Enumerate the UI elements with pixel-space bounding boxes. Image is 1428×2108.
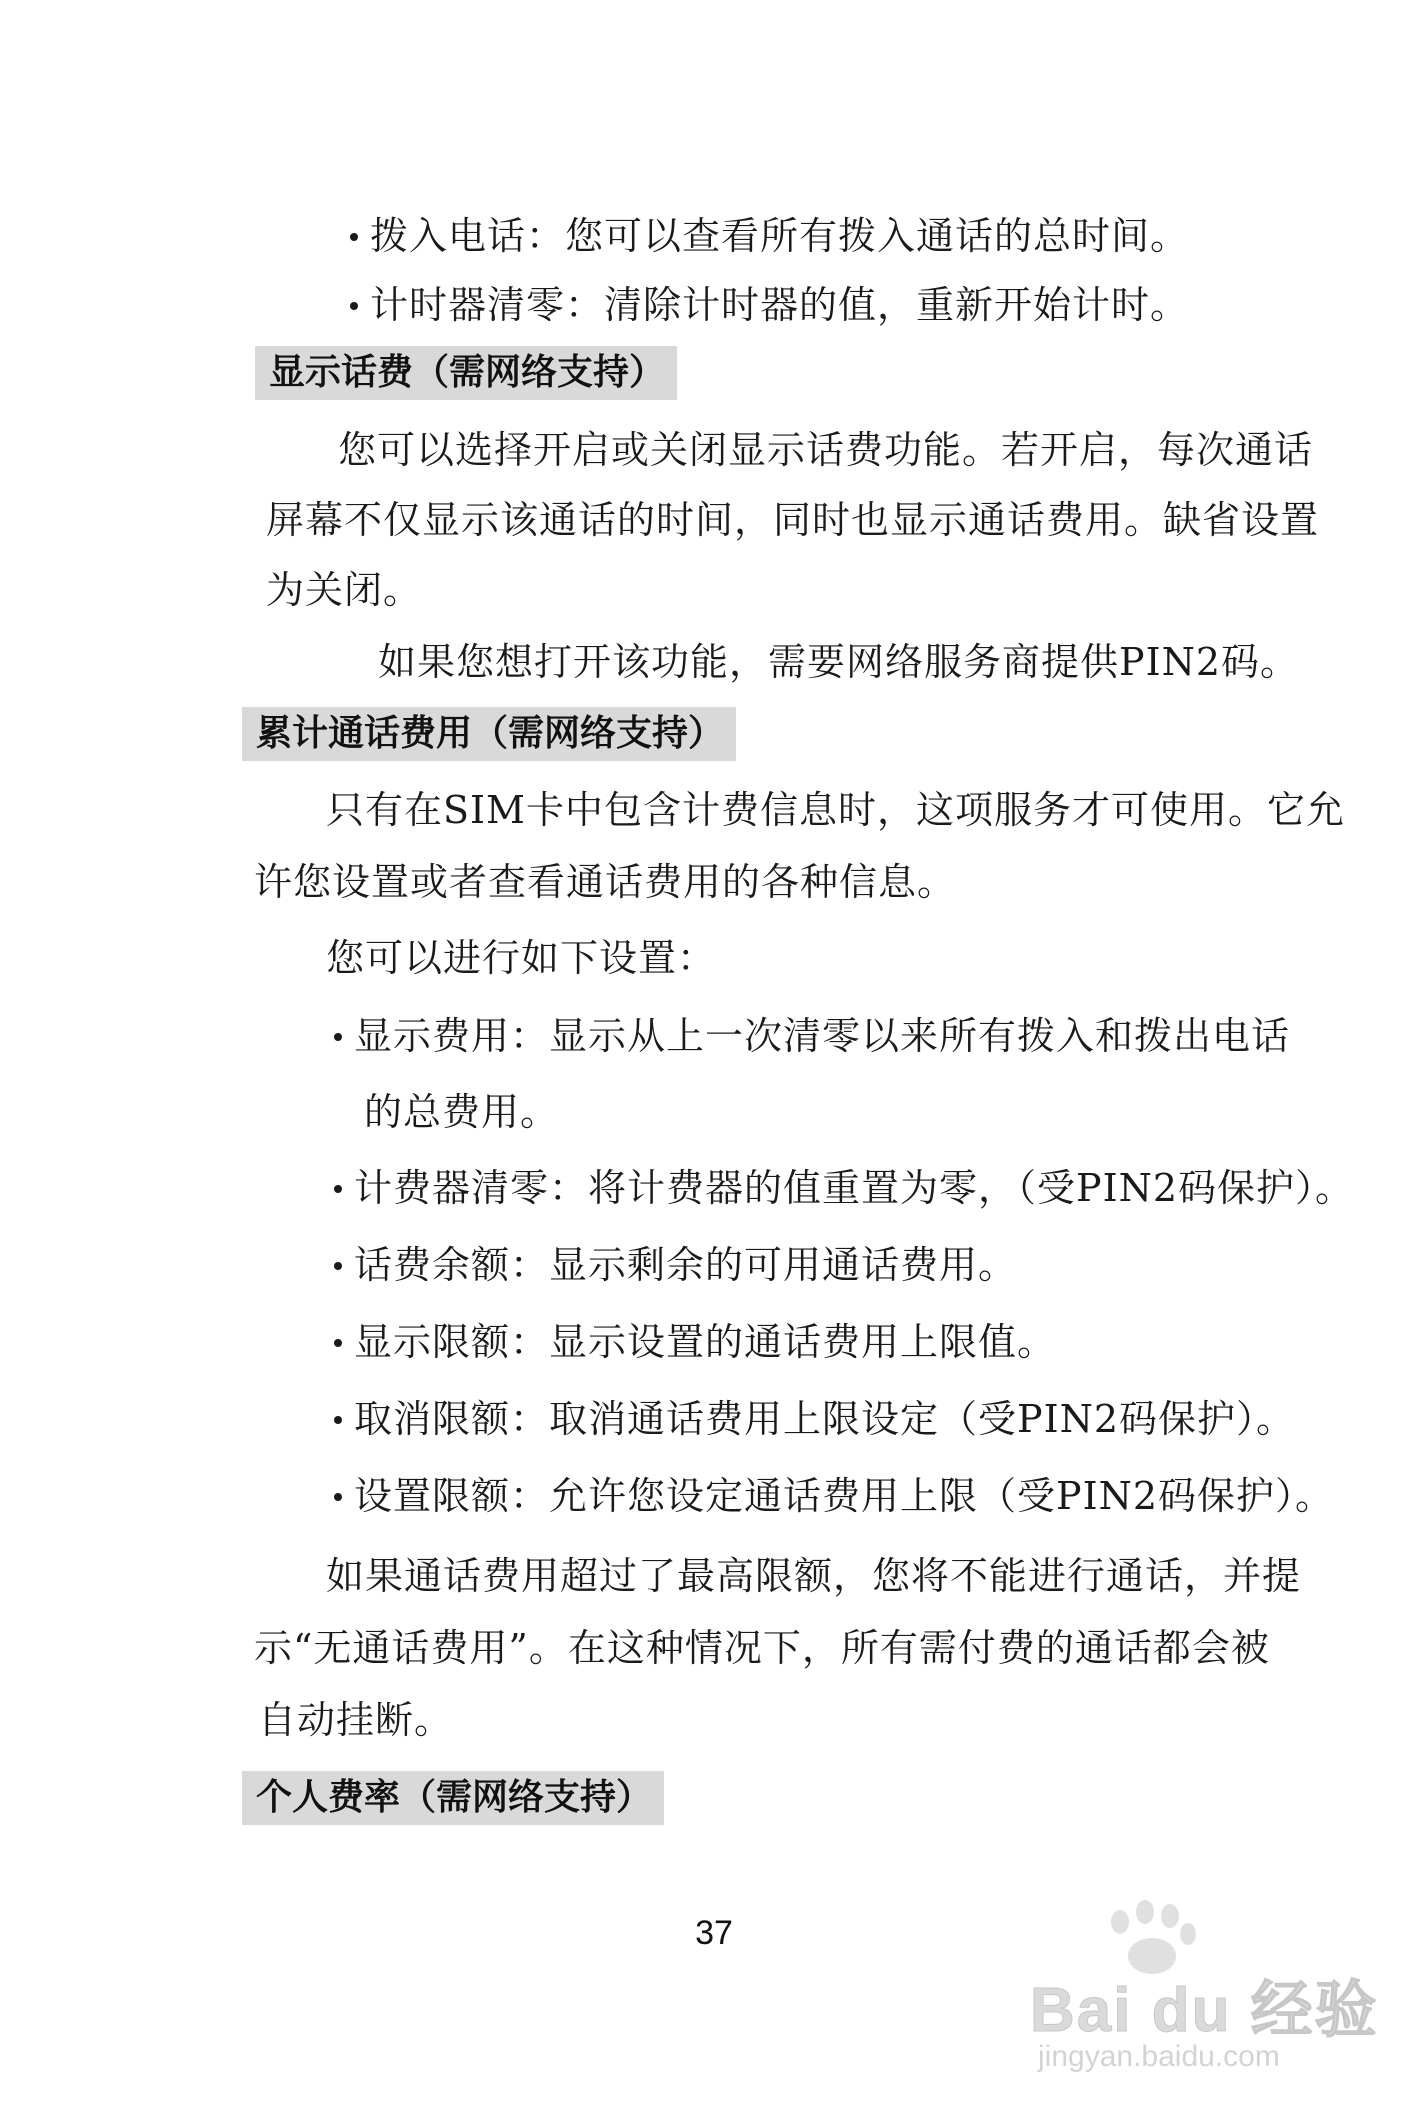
bullet-item <box>350 279 1189 331</box>
section-heading-display-charge: 显示话费（需网络支持） <box>255 346 677 400</box>
paragraph-line: 许您设置或者查看通话费用的各种信息。 <box>254 860 957 904</box>
bullet-item <box>334 1393 1295 1445</box>
page-number: 37 <box>695 1914 733 1952</box>
bullet-text: 话费余额：显示剩余的可用通话费用。 <box>354 1243 1018 1287</box>
bullet-item <box>334 1010 1290 1062</box>
bullet-text: 显示费用：显示从上一次清零以来所有拨入和拨出电话 <box>354 1014 1291 1058</box>
paragraph-line: 屏幕不仅显示该通话的时间，同时也显示通话费用。缺省设置 <box>266 498 1320 542</box>
bullet-text: 拨入电话：您可以查看所有拨入通话的总时间。 <box>370 214 1190 258</box>
bullet-text: 计费器清零：将计费器的值重置为零，（受PIN2码保护）。 <box>354 1166 1355 1210</box>
paragraph-line: 为关闭。 <box>266 568 423 612</box>
bullet-text: 计时器清零：清除计时器的值，重新开始计时。 <box>370 283 1190 327</box>
bullet-text: 设置限额：允许您设定通话费用上限（受PIN2码保护）。 <box>354 1474 1335 1518</box>
paragraph-line: 您可以进行如下设置： <box>326 936 717 980</box>
bullet-item <box>334 1162 1354 1214</box>
section-heading-personal-rate: 个人费率（需网络支持） <box>242 1771 664 1825</box>
bullet-text: 取消限额：取消通话费用上限设定（受PIN2码保护）。 <box>354 1397 1296 1441</box>
paragraph-line: 您可以选择开启或关闭显示话费功能。若开启，每次通话 <box>338 428 1314 472</box>
bullet-item <box>334 1239 1017 1291</box>
bullet-dot-icon <box>350 302 358 310</box>
paragraph-line: 如果您想打开该功能，需要网络服务商提供PIN2码。 <box>378 640 1300 684</box>
bullet-continuation: 的总费用。 <box>364 1090 560 1134</box>
bullet-item <box>334 1316 1056 1368</box>
watermark-url: jingyan.baidu.com <box>1038 2040 1280 2073</box>
bullet-item <box>334 1470 1334 1522</box>
bullet-dot-icon <box>334 1185 342 1193</box>
bullet-dot-icon <box>334 1493 342 1501</box>
paragraph-line: 只有在SIM卡中包含计费信息时，这项服务才可使用。它允 <box>326 788 1345 832</box>
bullet-dot-icon <box>334 1416 342 1424</box>
paragraph-line: 自动挂断。 <box>258 1698 454 1742</box>
bullet-dot-icon <box>334 1033 342 1041</box>
section-heading-cumulative-charge: 累计通话费用（需网络支持） <box>242 707 736 761</box>
watermark <box>1030 1900 1390 2080</box>
bullet-text: 显示限额：显示设置的通话费用上限值。 <box>354 1320 1057 1364</box>
bullet-dot-icon <box>350 233 358 241</box>
bullet-item <box>350 210 1189 262</box>
bullet-dot-icon <box>334 1262 342 1270</box>
paragraph-line: 示“无通话费用”。在这种情况下，所有需付费的通话都会被 <box>254 1626 1270 1670</box>
watermark-brand: Bai du 经验 <box>1030 1976 1379 2045</box>
paragraph-line: 如果通话费用超过了最高限额，您将不能进行通话，并提 <box>326 1554 1302 1598</box>
bullet-dot-icon <box>334 1339 342 1347</box>
